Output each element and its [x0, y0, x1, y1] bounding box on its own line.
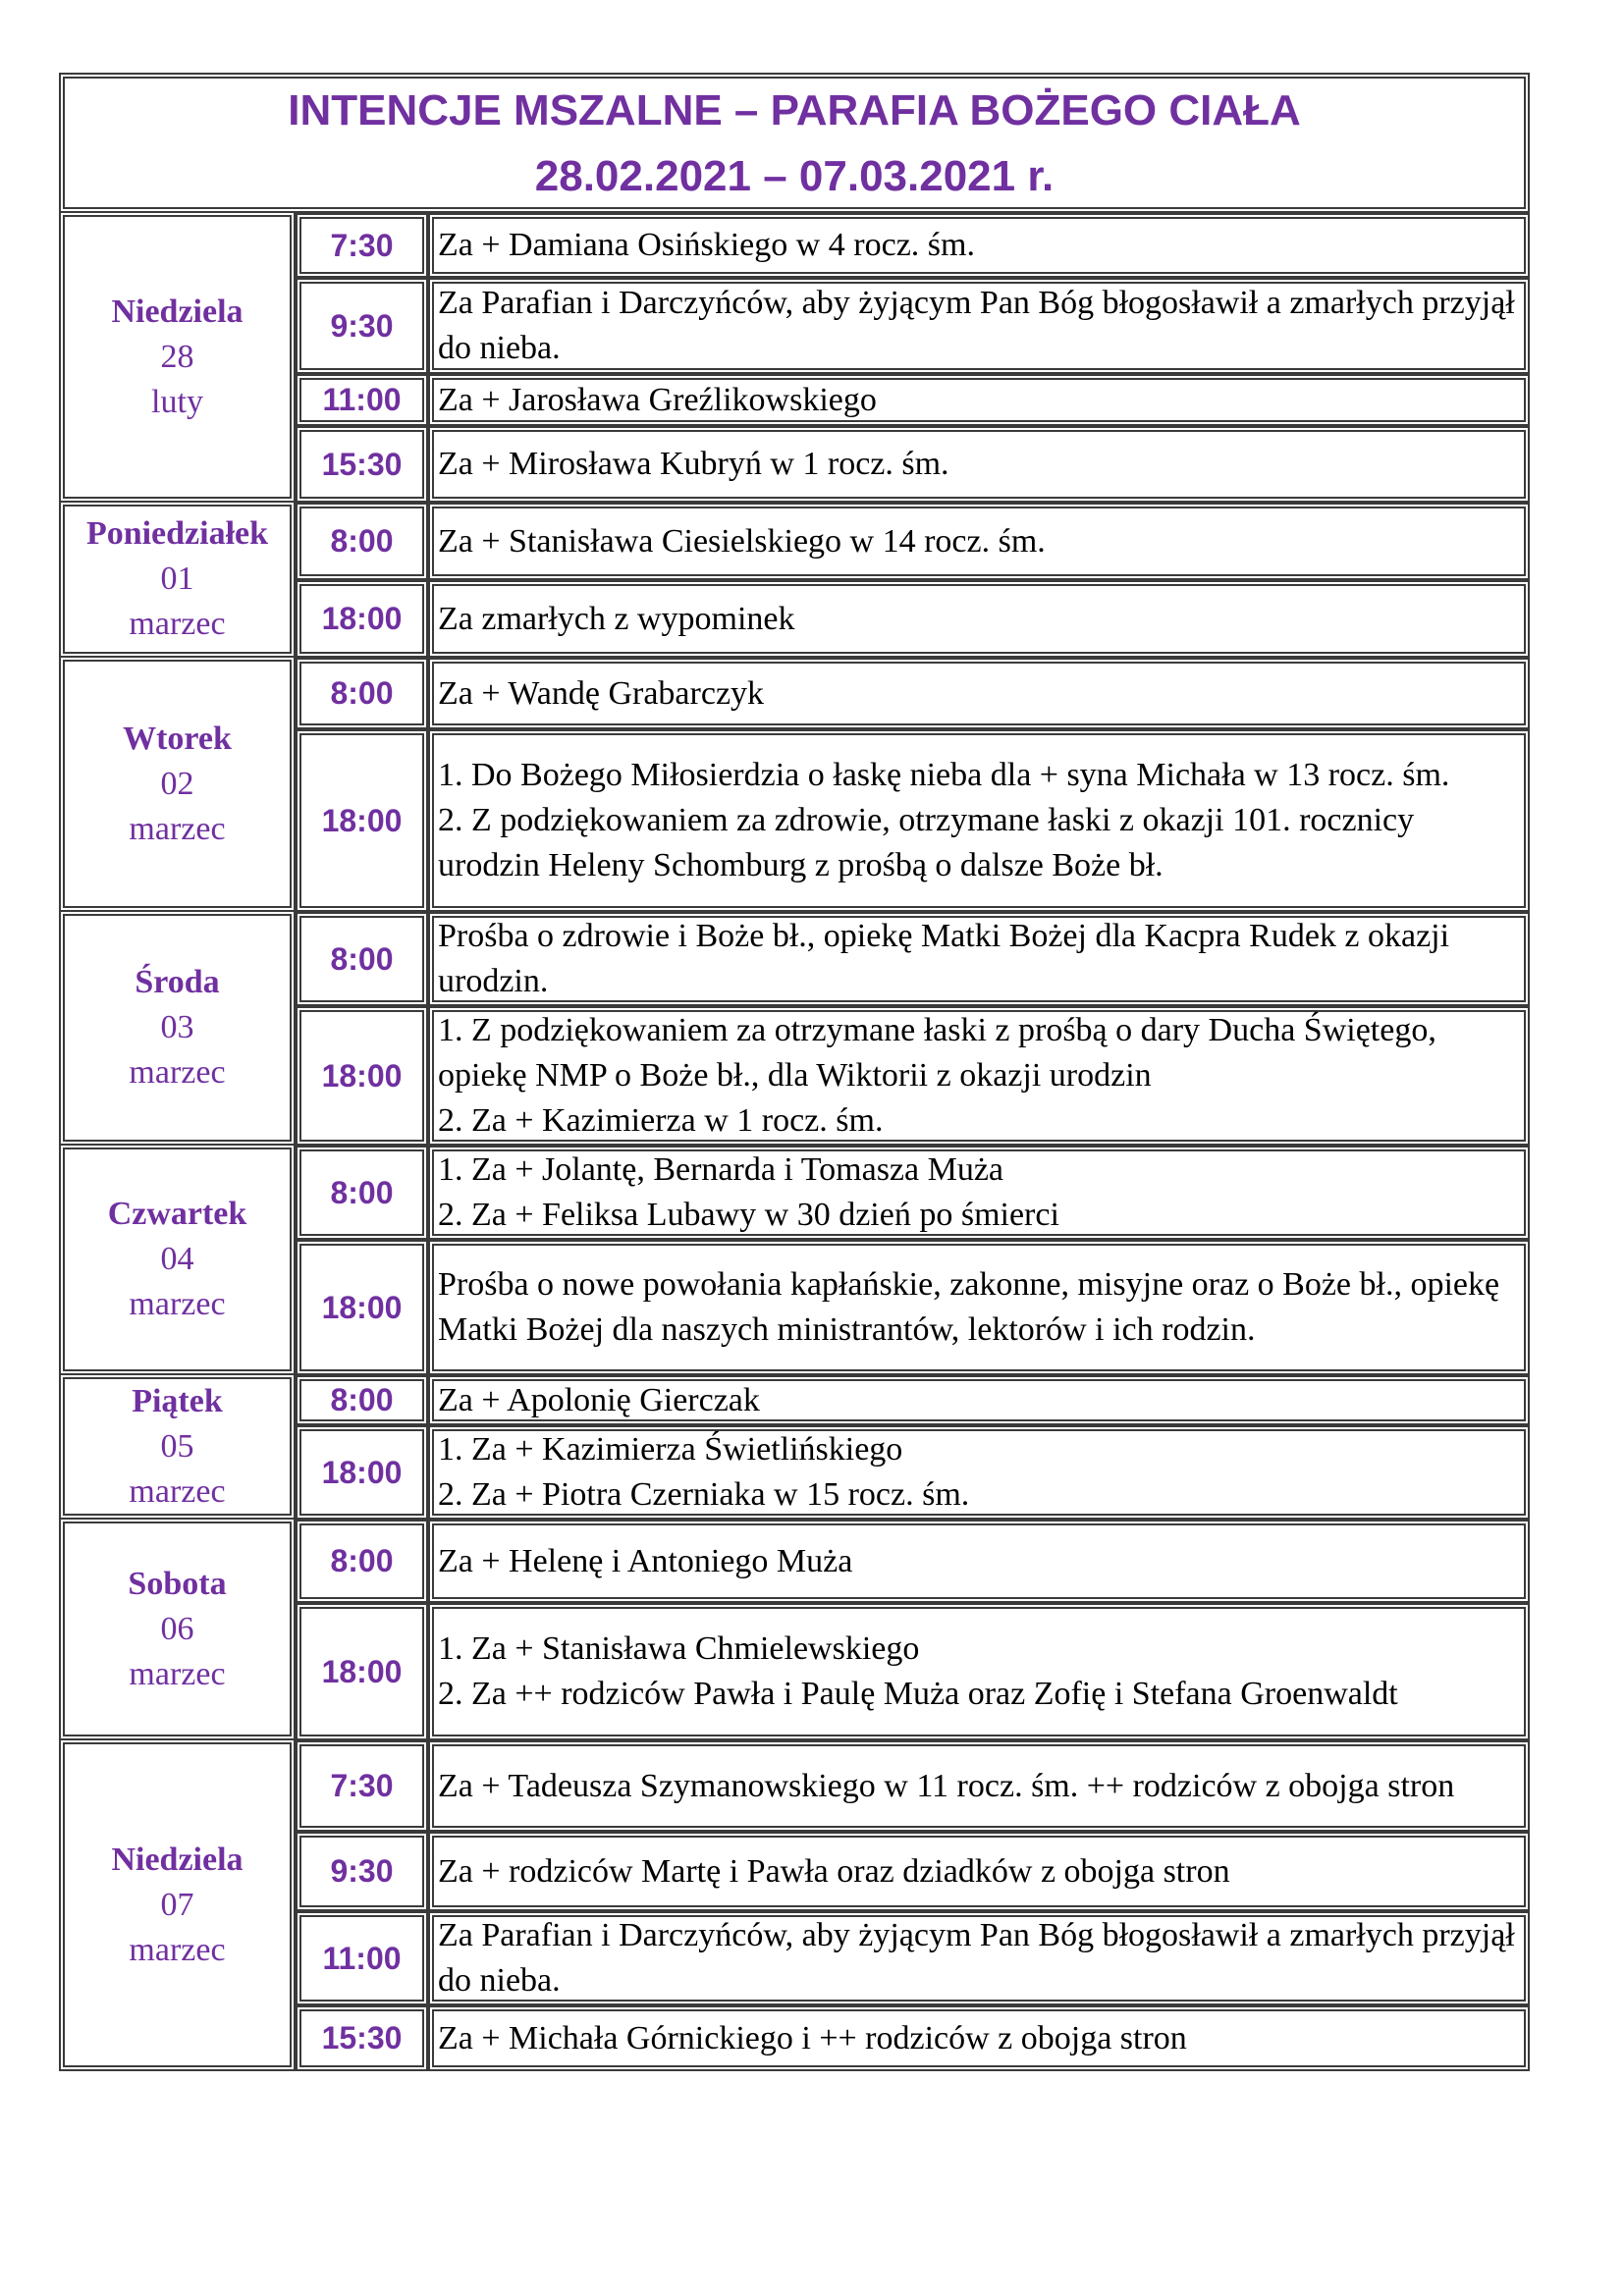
mass-intention	[428, 1240, 1530, 1375]
day-number: 06	[160, 1610, 194, 1647]
mass-intention	[428, 1146, 1530, 1240]
day-cell	[59, 213, 296, 503]
day-cell	[59, 1520, 296, 1740]
intention-line: 2. Za ++ rodziców Pawła i Paulę Muża oraz Zofię i Stefana Groenwaldt	[438, 1676, 1398, 1712]
mass-time: 15:30	[296, 426, 428, 503]
mass-intention	[428, 213, 1530, 278]
day-month: marzec	[129, 1655, 226, 1692]
mass-row	[59, 503, 1530, 580]
mass-time: 8:00	[296, 1146, 428, 1240]
mass-row	[59, 1146, 1530, 1240]
day-number: 07	[160, 1886, 194, 1923]
mass-row	[59, 912, 1530, 1006]
mass-intention	[428, 1006, 1530, 1146]
mass-intention	[428, 426, 1530, 503]
intention-line: Za zmarłych z wypominek	[438, 600, 795, 637]
intention-line: 2. Za + Piotra Czerniaka w 15 rocz. śm.	[438, 1476, 970, 1513]
intention-line: Za + Tadeusza Szymanowskiego w 11 rocz. śm. ++ rodziców z obojga stron	[438, 1767, 1455, 1804]
intention-line: Za + Wandę Grabarczyk	[438, 674, 765, 712]
intention-line: 1. Do Bożego Miłosierdzia o łaskę nieba dla + syna Michała w 13 rocz. śm.	[438, 757, 1450, 793]
mass-time: 18:00	[296, 729, 428, 912]
intention-line: Za Parafian i Darczyńców, aby żyjącym Pan Bóg błogosławił a zmarłych przyjął do nieba.	[438, 285, 1515, 366]
mass-time: 18:00	[296, 1425, 428, 1520]
mass-intention	[428, 2005, 1530, 2071]
mass-row	[59, 213, 1530, 278]
intention-line: 1. Z podziękowaniem za otrzymane łaski z prośbą o dary Ducha Świętego, opiekę NMP o Boże bł., dla Wiktorii z okazji urodzin	[438, 1012, 1436, 1094]
mass-intention	[428, 503, 1530, 580]
mass-time: 18:00	[296, 1006, 428, 1146]
mass-intention	[428, 1425, 1530, 1520]
mass-row	[59, 1520, 1530, 1603]
mass-row	[59, 1740, 1530, 1832]
day-number: 28	[160, 338, 194, 375]
mass-intentions-table	[59, 73, 1530, 2071]
mass-row	[59, 658, 1530, 729]
day-number: 01	[160, 561, 194, 597]
mass-time: 8:00	[296, 1375, 428, 1425]
intention-line: 2. Z podziękowaniem za zdrowie, otrzymane łaski z okazji 101. rocznicy urodzin Heleny Schomburg z prośbą o dalsze Boże bł.	[438, 802, 1415, 883]
day-name: Czwartek	[107, 1196, 247, 1232]
mass-time: 18:00	[296, 1603, 428, 1740]
intention-line: Za + Mirosława Kubryń w 1 rocz. śm.	[438, 446, 949, 482]
intention-line: Za Parafian i Darczyńców, aby żyjącym Pan Bóg błogosławił a zmarłych przyjął do nieba.	[438, 1917, 1515, 1999]
day-number: 03	[160, 1009, 194, 1045]
day-month: marzec	[129, 1286, 226, 1322]
mass-intention	[428, 1911, 1530, 2005]
day-name: Środa	[135, 964, 220, 1000]
day-name: Piątek	[132, 1382, 223, 1419]
mass-time: 15:30	[296, 2005, 428, 2071]
intention-line: Za + Michała Górnickiego i ++ rodziców z obojga stron	[438, 2019, 1187, 2056]
day-cell	[59, 912, 296, 1146]
mass-intention	[428, 912, 1530, 1006]
intention-line: Za + Jarosława Greźlikowskiego	[438, 381, 877, 418]
mass-intention	[428, 1603, 1530, 1740]
mass-intention	[428, 374, 1530, 426]
day-month: marzec	[129, 606, 226, 642]
day-number: 02	[160, 765, 194, 802]
day-cell	[59, 1740, 296, 2071]
mass-intention	[428, 729, 1530, 912]
header-row	[59, 73, 1530, 213]
mass-time: 8:00	[296, 1520, 428, 1603]
mass-time: 11:00	[296, 374, 428, 426]
mass-time: 11:00	[296, 1911, 428, 2005]
mass-intention	[428, 1832, 1530, 1911]
intention-line: 1. Za + Jolantę, Bernarda i Tomasza Muża	[438, 1151, 1004, 1188]
mass-time: 7:30	[296, 1740, 428, 1832]
day-month: marzec	[129, 810, 226, 847]
day-cell	[59, 503, 296, 658]
mass-intention	[428, 278, 1530, 374]
day-month: luty	[151, 383, 203, 420]
day-number: 05	[160, 1427, 194, 1465]
intention-line: Prośba o zdrowie i Boże bł., opiekę Matki Bożej dla Kacpra Rudek z okazji urodzin.	[438, 918, 1450, 999]
intention-line: Prośba o nowe powołania kapłańskie, zakonne, misyjne oraz o Boże bł., opiekę Matki Bożej dla naszych ministrantów, lektorów i ich rodzin.	[438, 1266, 1500, 1348]
mass-time: 9:30	[296, 1832, 428, 1911]
mass-intention	[428, 580, 1530, 658]
mass-time: 7:30	[296, 213, 428, 278]
mass-time: 9:30	[296, 278, 428, 374]
mass-time: 8:00	[296, 658, 428, 729]
intention-line: 1. Za + Stanisława Chmielewskiego	[438, 1630, 920, 1667]
day-name: Wtorek	[123, 720, 232, 757]
day-month: marzec	[129, 1054, 226, 1091]
intention-line: Za + Stanisława Ciesielskiego w 14 rocz. śm.	[438, 522, 1046, 560]
mass-time: 8:00	[296, 912, 428, 1006]
mass-intention	[428, 1520, 1530, 1603]
day-name: Niedziela	[111, 293, 244, 330]
day-name: Sobota	[128, 1565, 227, 1602]
intention-line: 1. Za + Kazimierza Świetlińskiego	[438, 1431, 903, 1468]
day-cell	[59, 1146, 296, 1375]
intention-line: Za + Damiana Osińskiego w 4 rocz. śm.	[438, 227, 975, 263]
mass-intention	[428, 1375, 1530, 1425]
mass-time: 18:00	[296, 1240, 428, 1375]
intention-line: 2. Za + Kazimierza w 1 rocz. śm.	[438, 1102, 884, 1139]
date-range: 28.02.2021 – 07.03.2021 r.	[534, 151, 1055, 200]
day-name: Niedziela	[111, 1841, 244, 1878]
day-number: 04	[160, 1241, 194, 1277]
day-cell	[59, 658, 296, 912]
mass-row	[59, 1375, 1530, 1425]
intention-line: Za + Helenę i Antoniego Muża	[438, 1542, 853, 1579]
document-header	[59, 73, 1530, 213]
mass-intention	[428, 1740, 1530, 1832]
intention-line: Za + Apolonię Gierczak	[438, 1381, 760, 1418]
document-title: INTENCJE MSZALNE – PARAFIA BOŻEGO CIAŁA	[288, 85, 1301, 134]
day-name: Poniedziałek	[85, 515, 269, 552]
mass-intention	[428, 658, 1530, 729]
day-month: marzec	[129, 1931, 226, 1968]
mass-time: 18:00	[296, 580, 428, 658]
day-cell	[59, 1375, 296, 1520]
day-month: marzec	[129, 1472, 226, 1510]
mass-time: 8:00	[296, 503, 428, 580]
intention-line: Za + rodziców Martę i Pawła oraz dziadków z obojga stron	[438, 1852, 1230, 1890]
intention-line: 2. Za + Feliksa Lubawy w 30 dzień po śmierci	[438, 1197, 1059, 1233]
